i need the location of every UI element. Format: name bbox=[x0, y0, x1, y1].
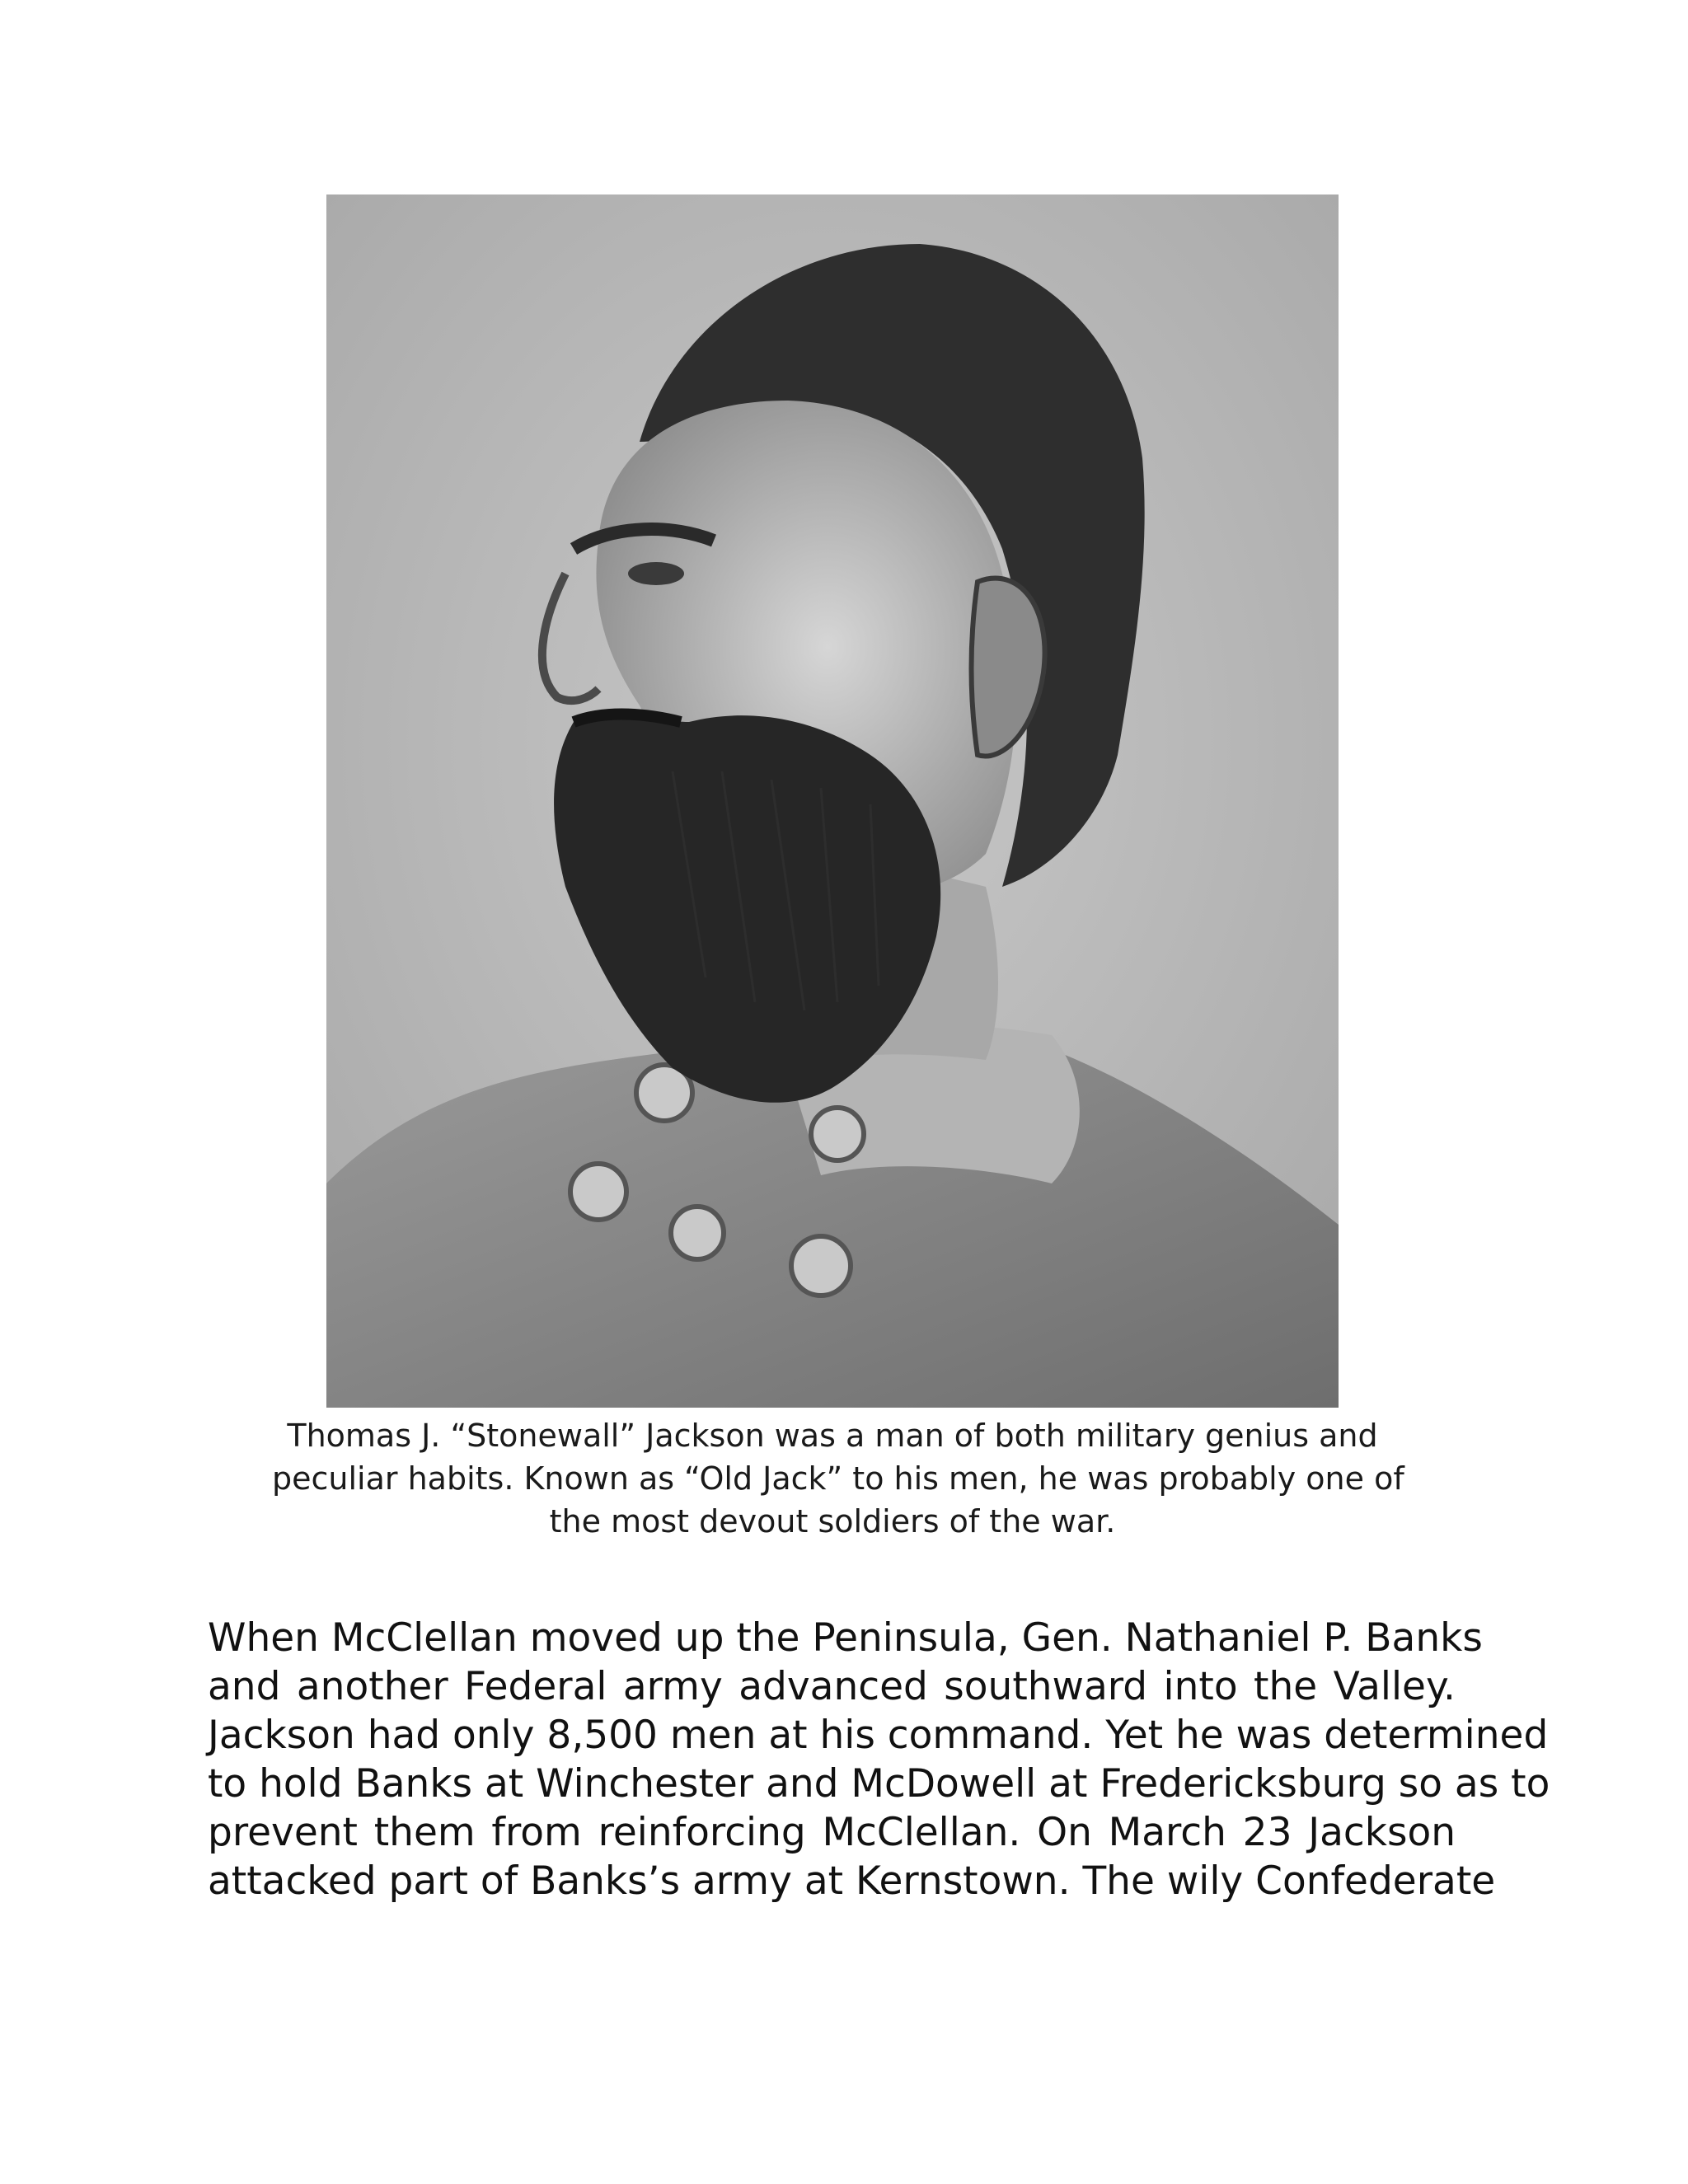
body-line: Jackson had only 8,500 men at his command. Yet he was determined bbox=[208, 1713, 1549, 1758]
body-line: to hold Banks at Winchester and McDowell at Fredericksburg so as to bbox=[208, 1761, 1550, 1807]
photo-caption bbox=[272, 1414, 1404, 1543]
body-line: When McClellan moved up the Peninsula, Gen. Nathaniel P. Banks bbox=[208, 1615, 1483, 1661]
body-line: prevent them from reinforcing McClellan. On March 23 Jackson bbox=[208, 1810, 1456, 1855]
caption-line: peculiar habits. Known as “Old Jack” to his men, he was probably one of bbox=[272, 1460, 1404, 1497]
body-line: attacked part of Banks’s army at Kernstown. The wily Confederate bbox=[208, 1858, 1496, 1904]
body-paragraph bbox=[208, 1614, 1550, 1905]
caption-line: Thomas J. “Stonewall” Jackson was a man of both military genius and bbox=[287, 1418, 1378, 1454]
caption-line: the most devout soldiers of the war. bbox=[549, 1503, 1116, 1540]
body-line: and another Federal army advanced southward into the Valley. bbox=[208, 1664, 1456, 1709]
portrait-photo bbox=[326, 194, 1339, 1408]
